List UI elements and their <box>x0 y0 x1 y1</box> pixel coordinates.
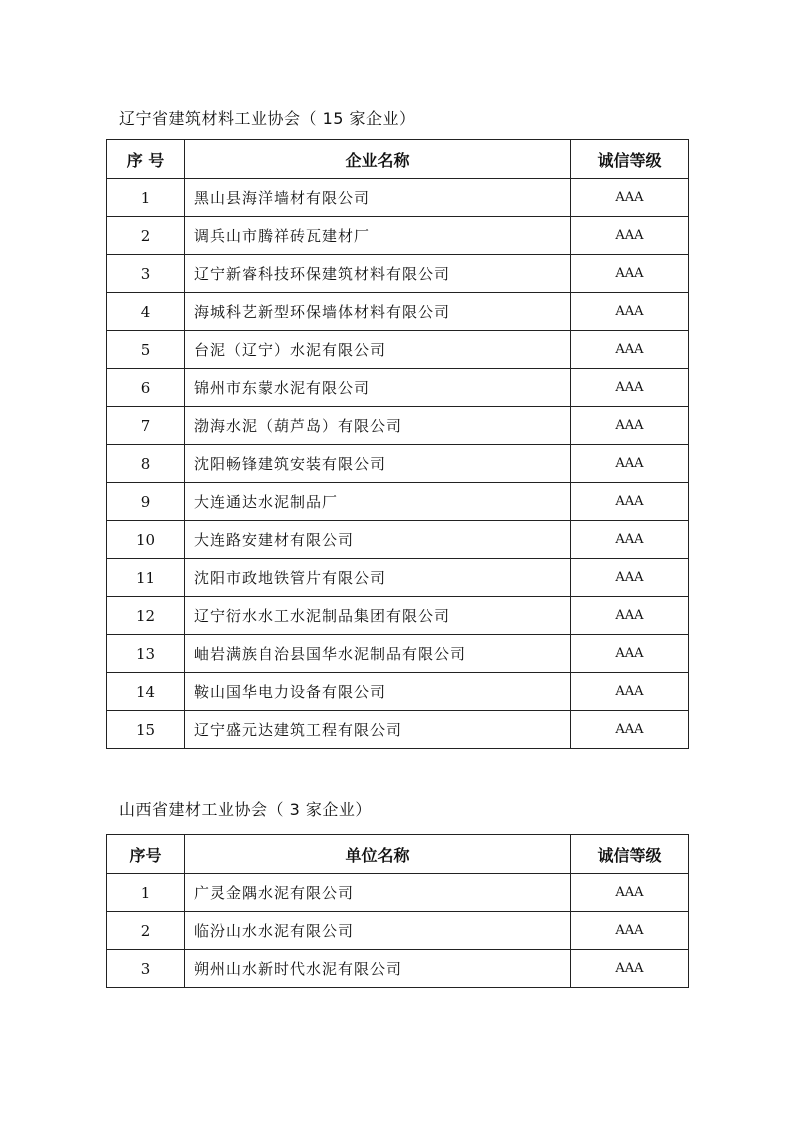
table-row <box>107 912 689 950</box>
credit-grade: AAA <box>571 597 689 635</box>
row-number: 15 <box>107 711 185 749</box>
enterprise-name: 大连通达水泥制品厂 <box>185 483 571 521</box>
enterprise-name: 朔州山水新时代水泥有限公司 <box>185 950 571 988</box>
enterprise-name: 大连路安建材有限公司 <box>185 521 571 559</box>
row-number: 13 <box>107 635 185 673</box>
enterprise-name: 黑山县海洋墙材有限公司 <box>185 179 571 217</box>
table-row <box>107 950 689 988</box>
enterprise-name: 辽宁新睿科技环保建筑材料有限公司 <box>185 255 571 293</box>
credit-grade: AAA <box>571 445 689 483</box>
enterprise-name: 辽宁盛元达建筑工程有限公司 <box>185 711 571 749</box>
liaoning-enterprise-table <box>106 139 689 749</box>
table-header-row <box>107 835 689 874</box>
credit-grade: AAA <box>571 255 689 293</box>
credit-grade: AAA <box>571 331 689 369</box>
header-enterprise-name: 企业名称 <box>185 140 571 179</box>
enterprise-name: 鞍山国华电力设备有限公司 <box>185 673 571 711</box>
table-row <box>107 635 689 673</box>
row-number: 12 <box>107 597 185 635</box>
table-row <box>107 559 689 597</box>
table-row <box>107 369 689 407</box>
credit-grade: AAA <box>571 950 689 988</box>
header-number: 序 号 <box>107 140 185 179</box>
credit-grade: AAA <box>571 483 689 521</box>
enterprise-name: 调兵山市腾祥砖瓦建材厂 <box>185 217 571 255</box>
enterprise-name: 临汾山水水泥有限公司 <box>185 912 571 950</box>
credit-grade: AAA <box>571 912 689 950</box>
enterprise-name: 海城科艺新型环保墙体材料有限公司 <box>185 293 571 331</box>
credit-grade: AAA <box>571 293 689 331</box>
enterprise-name: 沈阳畅锋建筑安装有限公司 <box>185 445 571 483</box>
credit-grade: AAA <box>571 673 689 711</box>
row-number: 14 <box>107 673 185 711</box>
row-number: 7 <box>107 407 185 445</box>
row-number: 8 <box>107 445 185 483</box>
credit-grade: AAA <box>571 521 689 559</box>
table-row <box>107 179 689 217</box>
header-credit-grade: 诚信等级 <box>571 835 689 874</box>
table-row <box>107 874 689 912</box>
credit-grade: AAA <box>571 407 689 445</box>
row-number: 10 <box>107 521 185 559</box>
table-row <box>107 217 689 255</box>
enterprise-name: 锦州市东蒙水泥有限公司 <box>185 369 571 407</box>
section-title-liaoning: 辽宁省建筑材料工业协会（ 15 家企业） <box>119 109 416 128</box>
enterprise-name: 台泥（辽宁）水泥有限公司 <box>185 331 571 369</box>
table-row <box>107 255 689 293</box>
header-number: 序号 <box>107 835 185 874</box>
enterprise-name: 广灵金隅水泥有限公司 <box>185 874 571 912</box>
row-number: 9 <box>107 483 185 521</box>
row-number: 1 <box>107 179 185 217</box>
row-number: 11 <box>107 559 185 597</box>
table-row <box>107 445 689 483</box>
enterprise-name: 辽宁衍水水工水泥制品集团有限公司 <box>185 597 571 635</box>
credit-grade: AAA <box>571 369 689 407</box>
credit-grade: AAA <box>571 711 689 749</box>
row-number: 2 <box>107 217 185 255</box>
row-number: 6 <box>107 369 185 407</box>
row-number: 1 <box>107 874 185 912</box>
enterprise-name: 岫岩满族自治县国华水泥制品有限公司 <box>185 635 571 673</box>
table-row <box>107 483 689 521</box>
enterprise-name: 沈阳市政地铁管片有限公司 <box>185 559 571 597</box>
table-header-row <box>107 140 689 179</box>
table-row <box>107 407 689 445</box>
row-number: 3 <box>107 255 185 293</box>
credit-grade: AAA <box>571 635 689 673</box>
enterprise-name: 渤海水泥（葫芦岛）有限公司 <box>185 407 571 445</box>
credit-grade: AAA <box>571 179 689 217</box>
table-row <box>107 711 689 749</box>
shanxi-enterprise-table <box>106 834 689 988</box>
row-number: 2 <box>107 912 185 950</box>
credit-grade: AAA <box>571 217 689 255</box>
row-number: 4 <box>107 293 185 331</box>
header-unit-name: 单位名称 <box>185 835 571 874</box>
table-row <box>107 331 689 369</box>
row-number: 5 <box>107 331 185 369</box>
credit-grade: AAA <box>571 559 689 597</box>
section-title-shanxi: 山西省建材工业协会（ 3 家企业） <box>119 800 372 819</box>
table-row <box>107 673 689 711</box>
table-row <box>107 521 689 559</box>
header-credit-grade: 诚信等级 <box>571 140 689 179</box>
table-row <box>107 293 689 331</box>
credit-grade: AAA <box>571 874 689 912</box>
table-row <box>107 597 689 635</box>
row-number: 3 <box>107 950 185 988</box>
